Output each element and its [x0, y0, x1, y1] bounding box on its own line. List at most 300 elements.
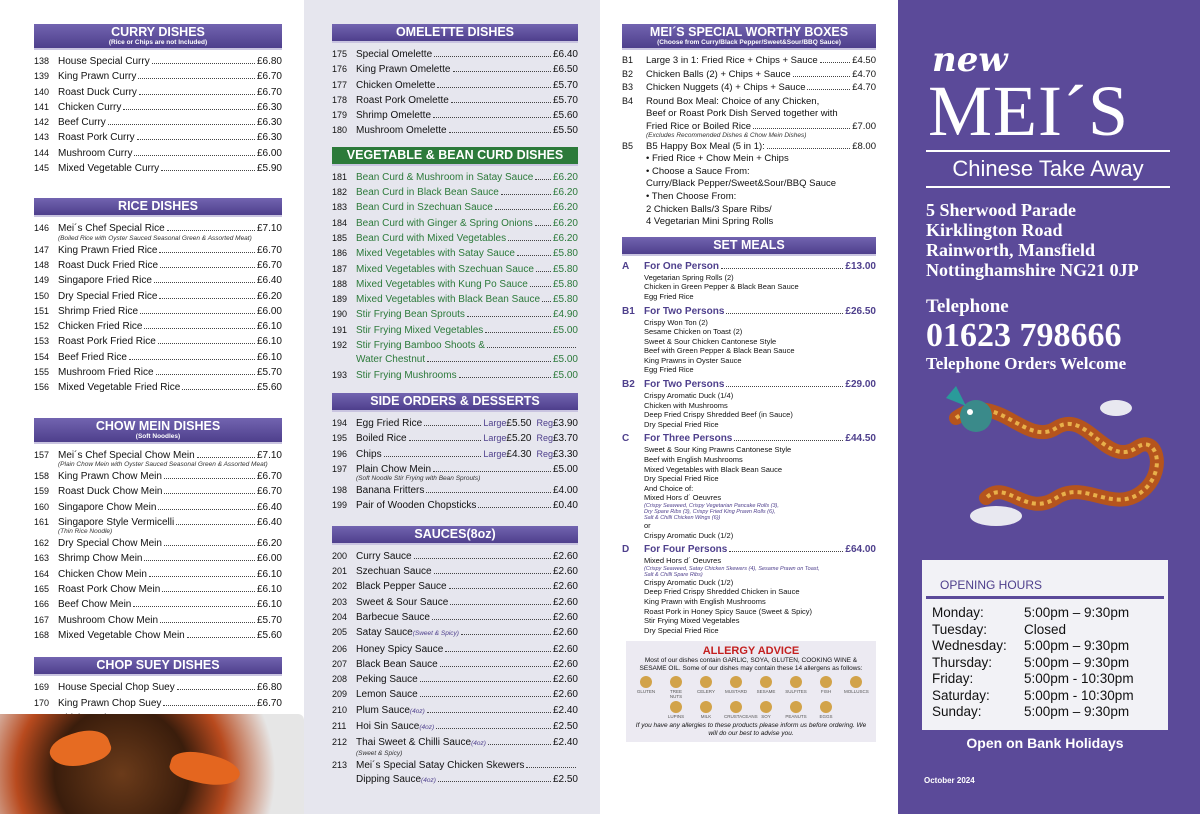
size-label: Large	[483, 448, 507, 459]
box-text: Chicken Nuggets (4) + Chips + Sauce	[646, 82, 806, 94]
set-line: or	[644, 521, 651, 530]
section-header: MEI´S SPECIAL WORTHY BOXES (Choose from Curry/Black Pepper/Sweet&Sour/BBQ Sauce)	[622, 24, 876, 50]
item-number: 178	[332, 94, 348, 105]
item-number: 145	[34, 163, 50, 174]
item-price: £2.60	[552, 596, 578, 608]
menu-item	[332, 579, 578, 594]
hours-row	[922, 638, 1168, 655]
menu-item	[332, 108, 578, 123]
item-price: £6.40	[552, 49, 578, 60]
item-name: Black Pepper Sauce	[356, 581, 447, 593]
leader-dots	[139, 94, 255, 95]
item-number: 151	[34, 305, 50, 316]
item-number: 186	[332, 248, 348, 259]
item-price: £6.30	[256, 117, 282, 129]
item-number: 211	[332, 720, 347, 731]
item-number: 209	[332, 689, 348, 700]
item-price: £6.10	[256, 584, 282, 596]
size-label: Reg	[531, 417, 553, 428]
omelette-section	[332, 24, 578, 139]
item-name: Pair of Wooden Chopsticks	[356, 500, 477, 512]
menu-item	[332, 719, 578, 735]
item-name: Roast Pork Curry	[58, 132, 135, 144]
menu-item	[34, 100, 282, 115]
leader-dots	[433, 117, 551, 118]
set-line: Beef with Green Pepper & Black Bean Sauce	[644, 346, 795, 356]
menu-item	[332, 292, 578, 307]
item-number: 213	[332, 759, 348, 770]
set-line: Dry Special Fried Rice	[644, 474, 719, 484]
size-label: Reg	[531, 433, 553, 444]
item-name: Boiled Rice	[356, 433, 407, 445]
item-size: (Sweet & Spicy)	[412, 630, 459, 638]
item-price: £4.90	[552, 309, 578, 321]
menu-item	[34, 85, 282, 100]
menu-item	[332, 447, 578, 462]
menu-item	[34, 146, 282, 161]
item-name: Honey Spicy Sauce	[356, 643, 444, 655]
item-price: £6.30	[256, 132, 282, 144]
hours-row	[922, 671, 1168, 688]
set-line: Sesame Chicken on Toast (2)	[644, 327, 743, 337]
leader-dots	[154, 282, 255, 283]
box-code: B3	[622, 82, 634, 93]
box-price: £7.00	[852, 120, 876, 132]
item-number: 194	[332, 417, 348, 428]
allergen-icons	[632, 676, 870, 719]
leader-dots	[134, 155, 255, 156]
allergen-icon: EGGS	[814, 701, 838, 719]
item-number: 153	[34, 336, 50, 347]
section-header: SIDE ORDERS & DESSERTS	[332, 393, 578, 412]
allergen-symbol	[640, 676, 652, 688]
box-text: Beef or Roast Pork Dish Served together with	[646, 108, 838, 120]
set-meal-header	[622, 260, 876, 273]
item-number: 177	[332, 79, 348, 90]
item-number: 176	[332, 64, 348, 75]
box-item	[622, 68, 876, 82]
item-number: 147	[34, 244, 50, 255]
menu-item	[34, 551, 282, 566]
allergen-symbol	[760, 676, 772, 688]
day: Saturday:	[932, 687, 990, 703]
item-number: 206	[332, 643, 348, 654]
menu-item	[332, 564, 578, 579]
item-name: Bean Curd in Szechuan Sauce	[356, 202, 493, 214]
item-number: 144	[34, 147, 50, 158]
item-name: Bean Curd with Mixed Vegetables	[356, 232, 507, 244]
leader-dots	[138, 78, 255, 79]
allergen-symbol	[820, 676, 832, 688]
item-price: £6.20	[256, 538, 282, 550]
box-text: Round Box Meal: Choice of any Chicken,	[646, 95, 820, 107]
leader-dots	[420, 696, 551, 697]
leader-dots	[160, 622, 255, 623]
hours-row	[922, 688, 1168, 705]
item-number: 192	[332, 340, 348, 351]
box-price: £4.50	[852, 55, 876, 66]
set-note: Salt & Chilli Chicken Wings (6))	[644, 515, 721, 521]
item-name: King Prawn Chow Mein	[58, 470, 162, 482]
set-title: For One Person	[644, 260, 720, 272]
menu-item	[332, 277, 578, 292]
allergen-icon: SOY	[754, 701, 778, 719]
item-name: Szechuan Sauce	[356, 566, 432, 578]
allergen-icon: MOLLUSCS	[844, 676, 868, 699]
set-price: £29.00	[845, 379, 876, 391]
set-line: Mixed Hors d´ Oeuvres	[644, 556, 722, 566]
set-price: £13.00	[845, 260, 876, 272]
item-note: (Sweet & Spicy)	[356, 749, 403, 757]
item-name: Stir Frying Bean Sprouts	[356, 309, 465, 321]
item-note: (Thin Rice Noodle)	[58, 528, 113, 536]
leader-dots	[129, 359, 255, 360]
leader-dots	[160, 267, 255, 268]
box-price: £4.70	[852, 68, 876, 80]
allergen-symbol	[670, 701, 682, 713]
item-name: Curry Sauce	[356, 550, 412, 562]
menu-item	[34, 258, 282, 273]
allergy-footer: If you have any allergies to these products please inform us before ordering. We will do our best to advise you.	[635, 722, 867, 738]
menu-item	[34, 243, 282, 258]
leader-dots	[478, 507, 551, 508]
leader-dots	[424, 425, 481, 426]
menu-item	[332, 431, 578, 446]
set-title: For Two Persons	[644, 379, 725, 391]
item-name: Plain Chow Mein	[356, 463, 432, 475]
item-number: 152	[34, 321, 50, 332]
item-number: 143	[34, 132, 50, 143]
menu-item	[332, 185, 578, 200]
time: 5:00pm - 10:30pm	[1024, 687, 1134, 703]
logo-name: MEI´S	[928, 71, 1129, 151]
menu-item	[332, 246, 578, 261]
leader-dots	[451, 102, 551, 103]
leader-dots	[434, 56, 551, 57]
item-number: 210	[332, 704, 348, 715]
set-line: Egg Fried Rice	[644, 291, 694, 301]
leader-dots	[453, 71, 551, 72]
item-number: 149	[34, 275, 50, 286]
item-name: Singapore Style Vermicelli	[58, 516, 175, 528]
item-price: £5.00	[552, 369, 578, 381]
leader-dots	[123, 109, 255, 110]
item-number: 167	[34, 614, 50, 625]
item-number: 182	[332, 187, 348, 198]
large-price: £4.30	[506, 448, 532, 460]
telephone-block: Telephone 01623 798666 Telephone Orders Welcome	[926, 296, 1127, 373]
item-price: £6.20	[552, 217, 578, 229]
time: 5:00pm – 9:30pm	[1024, 654, 1130, 670]
side-orders-section	[332, 393, 578, 514]
item-size: (4oz)	[419, 723, 435, 731]
item-price: £2.60	[552, 658, 578, 670]
set-line: Chicken with Mushrooms	[644, 400, 728, 410]
menu-item	[34, 597, 282, 612]
item-price: £2.60	[552, 581, 578, 593]
item-price: £7.10	[256, 449, 282, 461]
set-line: Crispy Aromatic Duck (1/2)	[644, 530, 734, 540]
leader-dots	[461, 634, 551, 635]
box-item	[622, 108, 876, 121]
leader-dots	[542, 301, 551, 302]
menu-item	[332, 200, 578, 215]
item-price: £2.60	[552, 627, 578, 639]
leader-dots	[467, 316, 551, 317]
box-price: £4.70	[852, 82, 876, 94]
menu-item	[332, 323, 578, 338]
large-price: £5.50	[506, 417, 532, 429]
set-price: £64.00	[845, 544, 876, 556]
leader-dots	[164, 545, 255, 546]
leader-dots	[433, 471, 551, 472]
item-price: £0.40	[552, 500, 578, 512]
leader-dots	[517, 255, 551, 256]
item-name: Roast Pork Omelette	[356, 94, 449, 106]
item-number: 181	[332, 171, 348, 182]
menu-item	[332, 216, 578, 231]
brand-panel	[898, 0, 1200, 814]
hours-row	[922, 655, 1168, 672]
item-number: 162	[34, 538, 50, 549]
menu-item	[34, 536, 282, 551]
item-name: Beef Fried Rice	[58, 351, 127, 363]
menu-item	[332, 353, 578, 367]
allergen-symbol	[730, 701, 742, 713]
box-code: B4	[622, 95, 634, 106]
leader-dots	[508, 240, 551, 241]
menu-item	[332, 758, 578, 773]
item-number: 158	[34, 470, 50, 481]
hours-row	[922, 605, 1168, 622]
set-line: Crispy Aromatic Duck (1/2)	[644, 577, 734, 587]
item-number: 189	[332, 294, 348, 305]
allergy-text: Most of our dishes contain GARLIC, SOYA, GLUTEN, COOKING WINE & SESAME OIL. Some of our dishes may contain these 14 allergens as follows:	[639, 657, 863, 673]
item-name: Mushroom Curry	[58, 147, 133, 159]
item-name: Mushroom Omelette	[356, 125, 447, 137]
box-item	[622, 140, 876, 154]
allergen-icon: GLUTEN	[634, 676, 658, 699]
menu-item	[332, 483, 578, 498]
size-label: Large	[483, 433, 507, 444]
set-line: Vegetarian Spring Rolls (2)	[644, 272, 734, 282]
item-number: 141	[34, 101, 50, 112]
leader-dots	[726, 386, 843, 387]
leader-dots	[177, 689, 255, 690]
leader-dots	[158, 509, 255, 510]
leader-dots	[449, 132, 551, 133]
menu-item	[34, 567, 282, 582]
item-number: 187	[332, 263, 348, 274]
item-name: Shrimp Omelette	[356, 110, 432, 122]
set-meals-section	[622, 237, 876, 636]
item-name: Water Chestnut	[356, 354, 426, 366]
menu-item	[34, 500, 282, 515]
box-line: • Fried Rice + Chow Mein + Chips	[646, 153, 789, 165]
box-text: Chicken Balls (2) + Chips + Sauce	[646, 68, 791, 80]
allergen-symbol	[670, 676, 682, 688]
leader-dots	[427, 712, 551, 713]
box-text: Large 3 in 1: Fried Rice + Chips + Sauce	[646, 55, 818, 66]
set-meal-header	[622, 432, 876, 445]
leader-dots	[108, 124, 255, 125]
opening-hours: OPENING HOURS Monday: 5:00pm – 9:30pm Tuesday: Closed Wednesday: 5:00pm – 9:30pm Thursday: 5:00pm – 9:30pm Friday: 5:00pm - 10:30pm Saturday: 5:00pm - 10:30pm Sunday: 5:00pm – 9:30pm	[922, 560, 1168, 730]
set-line: Sweet & Sour King Prawns Cantonese Style	[644, 445, 792, 455]
item-name: Mixed Vegetables with Satay Sauce	[356, 248, 515, 260]
leader-dots	[734, 440, 843, 441]
item-price: £6.00	[256, 147, 282, 159]
item-price: £2.60	[552, 689, 578, 701]
item-size: (4oz)	[421, 776, 436, 784]
allergen-icon: LUPINS	[664, 701, 688, 719]
leader-dots	[485, 332, 551, 333]
set-line: Egg Fried Rice	[644, 365, 694, 375]
item-number: 161	[34, 516, 50, 527]
box-item	[622, 95, 876, 109]
allergy-title: ALLERGY ADVICE	[702, 645, 800, 658]
item-number: 208	[332, 674, 348, 685]
menu-column-2	[304, 0, 600, 814]
day: Wednesday:	[932, 638, 1007, 653]
menu-item	[332, 672, 578, 687]
leader-dots	[159, 298, 254, 299]
leader-dots	[820, 62, 851, 63]
day: Friday:	[932, 671, 974, 686]
menu-item	[332, 47, 578, 62]
phone-number[interactable]: 01623 798666	[926, 317, 1122, 354]
menu-item	[34, 54, 282, 69]
item-size: (4oz)	[409, 707, 425, 715]
item-number: 198	[332, 485, 348, 496]
leader-dots	[434, 573, 551, 574]
item-price: £6.20	[552, 171, 578, 183]
leader-dots	[137, 139, 255, 140]
item-price: £5.50	[552, 125, 578, 137]
leader-dots	[501, 194, 551, 195]
section-header: SAUCES(8oz)	[332, 526, 578, 545]
menu-item	[332, 642, 578, 657]
item-name: Bean Curd with Ginger & Spring Onions	[356, 217, 533, 229]
item-name: Shrimp Fried Rice	[58, 305, 139, 317]
allergen-icon: PEANUTS	[784, 701, 808, 719]
leader-dots	[753, 128, 850, 129]
leader-dots	[536, 271, 551, 272]
item-note: (Soft Noodle Stir Frying with Bean Sprouts)	[356, 475, 481, 483]
item-number: 199	[332, 500, 348, 511]
item-name: Mixed Vegetables with Black Bean Sauce	[356, 294, 540, 306]
item-price: £5.60	[256, 629, 282, 641]
item-price: £5.70	[552, 94, 578, 106]
item-name: Mushroom Fried Rice	[58, 367, 154, 379]
item-number: 207	[332, 658, 348, 669]
leader-dots	[158, 343, 255, 344]
time: 5:00pm – 9:30pm	[1024, 638, 1130, 653]
menu-item	[332, 703, 578, 719]
item-number: 175	[332, 49, 348, 59]
day: Monday:	[932, 605, 984, 620]
leader-dots	[488, 744, 551, 745]
item-price: £2.50	[552, 720, 578, 732]
item-name: King Prawn Fried Rice	[58, 244, 158, 256]
item-price: £6.70	[256, 244, 282, 256]
item-number: 160	[34, 501, 50, 512]
set-meal-header	[622, 305, 876, 318]
menu-item	[332, 625, 578, 641]
set-line: Sweet & Sour Chicken Cantonese Style	[644, 336, 777, 346]
leader-dots	[427, 361, 551, 362]
item-name: Stir Frying Mixed Vegetables	[356, 324, 484, 336]
reg-price: £3.90	[552, 417, 578, 429]
item-name: Barbecue Sauce	[356, 611, 430, 623]
item-price: £2.40	[552, 737, 578, 749]
item-number: 139	[34, 71, 50, 82]
leader-dots	[197, 457, 255, 458]
item-number: 165	[34, 584, 50, 595]
menu-item	[34, 289, 282, 304]
leader-dots	[140, 313, 255, 314]
menu-item	[332, 93, 578, 108]
leader-dots	[436, 728, 551, 729]
set-line: Roast Pork in Honey Spicy Sauce (Sweet & Spicy)	[644, 606, 812, 616]
menu-item	[34, 130, 282, 145]
allergen-icon: SESAME	[754, 676, 778, 699]
item-number: 203	[332, 596, 348, 607]
menu-item	[332, 595, 578, 610]
item-price: £2.60	[552, 674, 578, 686]
item-name: Dry Special Fried Rice	[58, 290, 158, 302]
menu-item	[332, 498, 578, 513]
section-header: SET MEALS	[622, 237, 876, 256]
item-price: £2.40	[552, 704, 578, 716]
item-price: £6.70	[256, 259, 282, 271]
item-number: 185	[332, 232, 348, 243]
time: 5:00pm – 9:30pm	[1024, 605, 1130, 620]
item-number: 201	[332, 566, 348, 577]
leader-dots	[526, 767, 576, 768]
item-number: 154	[34, 351, 50, 362]
menu-item	[34, 350, 282, 365]
item-name: Bean Curd & Mushroom in Satay Sauce	[356, 171, 534, 183]
box-code: B5	[622, 140, 634, 151]
item-number: 184	[332, 217, 348, 228]
menu-item	[332, 123, 578, 138]
box-line: 2 Chicken Balls/3 Spare Ribs/	[646, 203, 772, 215]
item-price: £6.20	[256, 290, 282, 302]
leader-dots	[445, 651, 551, 652]
item-price: £6.70	[256, 486, 282, 498]
leader-dots	[767, 148, 850, 149]
item-name: Roast Duck Curry	[58, 86, 137, 98]
leader-dots	[420, 681, 551, 682]
leader-dots	[144, 328, 254, 329]
item-number: 163	[34, 553, 50, 564]
item-number: 146	[34, 223, 50, 234]
allergen-icon: SULFITES	[784, 676, 808, 699]
item-name: Chicken Chow Mein	[58, 568, 147, 580]
leader-dots	[450, 604, 551, 605]
item-name: Peking Sauce	[356, 674, 418, 686]
item-price: £6.80	[256, 56, 282, 67]
item-price: £6.00	[256, 305, 282, 317]
sauces-section	[332, 526, 578, 788]
item-price: £5.80	[552, 294, 578, 306]
item-number: 157	[34, 449, 50, 460]
item-price: £2.60	[552, 550, 578, 562]
item-price: £6.80	[256, 682, 282, 694]
leader-dots	[530, 286, 551, 287]
item-name: Satay Sauce	[356, 627, 413, 639]
item-price: £6.00	[256, 553, 282, 565]
